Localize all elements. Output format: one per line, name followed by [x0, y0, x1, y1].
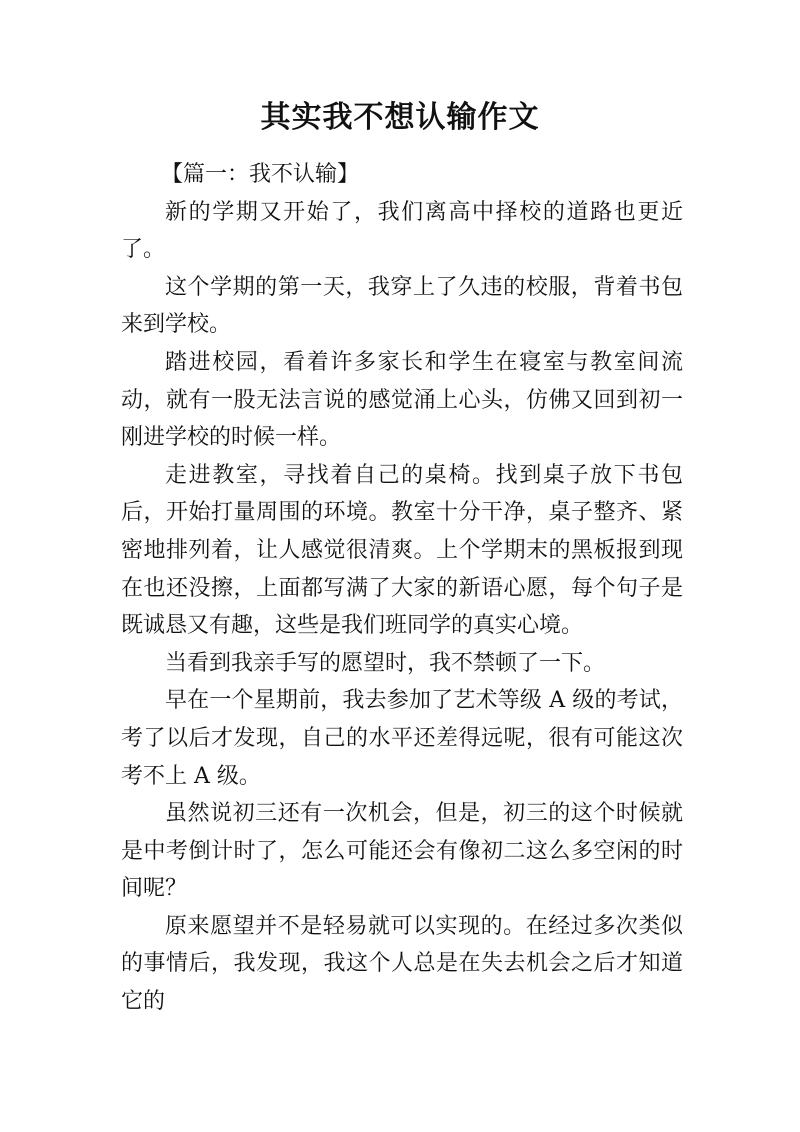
paragraph: 这个学期的第一天，我穿上了久违的校服，背着书包来到学校。	[121, 274, 683, 338]
section-heading: 【篇一：我不认输】	[161, 162, 360, 187]
paragraph: 原来愿望并不是轻易就可以实现的。在经过多次类似的事情后，我发现，我这个人总是在失去机会之后才知道它的	[121, 913, 683, 1015]
essay-title: 其实我不想认输作文	[260, 100, 540, 135]
paragraph: 当看到我亲手写的愿望时，我不禁顿了一下。	[165, 650, 606, 676]
paragraph: 新的学期又开始了，我们离高中择校的道路也更近了。	[121, 199, 683, 263]
essay-body	[121, 156, 683, 1021]
paragraph: 早在一个星期前，我去参加了艺术等级 A 级的考试，考了以后才发现，自己的水平还差得远呢，很有可能这次考不上 A 级。	[121, 688, 683, 789]
paragraph: 踏进校园，看着许多家长和学生在寝室与教室间流动，就有一股无法言说的感觉涌上心头，仿佛又回到初一刚进学校的时候一样。	[121, 349, 683, 451]
paragraph: 虽然说初三还有一次机会，但是，初三的这个时候就是中考倒计时了，怎么可能还会有像初二这么多空闲的时间呢？	[121, 801, 683, 902]
paragraph: 走进教室，寻找着自己的桌椅。找到桌子放下书包后，开始打量周围的环境。教室十分干净，桌子整齐、紧密地排列着，让人感觉很清爽。上个学期末的黑板报到现在也还没擦，上面都写满了大家的新语心愿，每个句子是既诚恳又有趣，这些是我们班同学的真实心境。	[121, 462, 683, 639]
